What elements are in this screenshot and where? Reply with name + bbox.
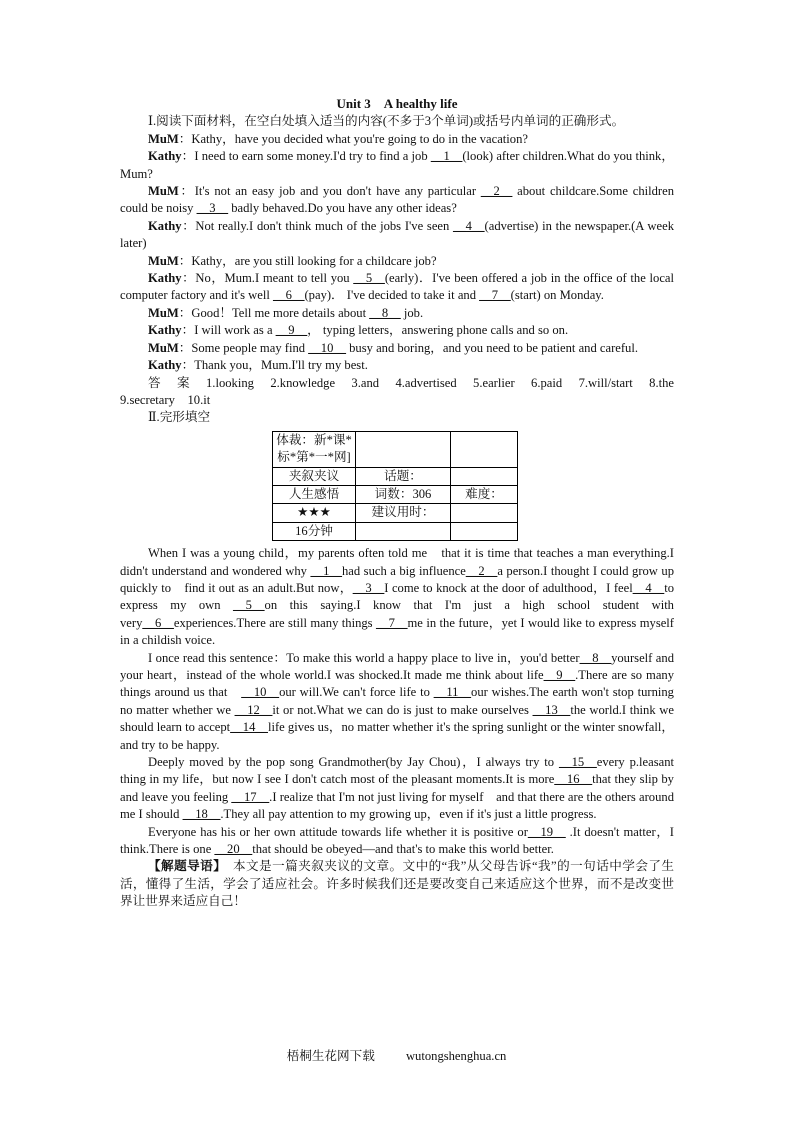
passage-paragraph [120, 650, 674, 754]
speaker-separator: ： [181, 149, 195, 164]
dialogue-text: badly behaved.Do you have any other ideas? [228, 201, 457, 216]
speaker-separator: ： [178, 131, 192, 146]
answer-blank: __5__ [353, 271, 385, 286]
speaker-separator: ： [181, 323, 195, 338]
page-footer [0, 1045, 793, 1064]
speaker-name: Kathy [148, 323, 182, 338]
table-cell [451, 522, 518, 540]
passage-text: me in the future，yet I would like to express myself in a childish voice. [120, 615, 674, 648]
passage-text: every p.leasant thing in my life，but now I see I don't catch most of the pleasant moments.It is more [120, 755, 674, 787]
passage-text: I once read this sentence：To make this world a happy place to live in，you'd better [148, 650, 580, 665]
page-title: Unit 3 A healthy life [336, 96, 458, 111]
answer-blank: __7__ [479, 288, 511, 303]
cloze-blank: __9__ [543, 668, 576, 682]
cloze-blank: __6__ [142, 615, 174, 630]
cloze-blank: __20__ [214, 842, 253, 857]
dialogue-text: I will work as a [194, 323, 276, 338]
dialogue-line [120, 322, 674, 339]
cloze-passage [120, 545, 674, 858]
table-row [273, 431, 518, 467]
table-row [273, 522, 518, 540]
dialogue-text: Good！Tell me more details about [191, 305, 370, 320]
cloze-blank: __10__ [241, 685, 280, 700]
cloze-blank: __13__ [532, 702, 571, 717]
dialogue-line [120, 183, 674, 218]
cloze-blank: __8__ [579, 650, 612, 665]
dialogue-line [120, 218, 674, 253]
passage-text: life gives us，no matter whether it's the spring sunlight or the winter snowfall，and try to be happy. [120, 720, 674, 752]
table-row [273, 467, 518, 485]
table-cell: 难度： [451, 485, 518, 503]
passage-text: When I was a young child，my parents often told me that it is time that teaches a man everything.I didn't understand and wondered why [120, 546, 674, 578]
passage-text: I come to knock at the door of adulthood，I feel [384, 580, 633, 595]
speaker-name: Kathy [148, 149, 182, 164]
passage-text: to express my own [120, 580, 674, 613]
passage-paragraph [120, 545, 674, 649]
dialogue-text: Not really.I don't think much of the jobs I've seen [195, 218, 454, 233]
table-cell: 建议用时： [356, 504, 451, 522]
speaker-name: MuM [148, 131, 179, 146]
dialogue-line [120, 131, 674, 148]
passage-text: it or not.What we can do is just to make ourselves [272, 702, 533, 717]
table-cell [451, 431, 518, 467]
table-cell: 16分钟 [273, 522, 356, 540]
cloze-blank: __16__ [554, 772, 593, 787]
answer-blank: __10__ [308, 340, 346, 355]
dialogue-text: Kathy，are you still looking for a childcare job? [191, 253, 437, 268]
answer-blank: __4__ [453, 218, 485, 233]
cloze-blank: __14__ [230, 720, 268, 735]
passage-text: a person.I thought I could grow up quickly to find it out as an adult.But now， [120, 563, 675, 595]
passage-text: .I realize that I'm not just living for myself and that there are the others around me I should [120, 789, 674, 822]
dialogue-line [120, 270, 674, 305]
dialogue-text: busy and boring，and you need to be patient and careful. [345, 340, 639, 355]
speaker-name: MuM [148, 305, 179, 320]
dialogue-text: (pay)． I've decided to take it and [304, 288, 480, 303]
speaker-separator: ： [178, 184, 195, 199]
answer-blank: __8__ [369, 305, 401, 320]
dialogue-line [120, 357, 674, 374]
speaker-name: Kathy [148, 358, 182, 373]
table-cell: 人生感悟 [273, 485, 356, 503]
guide-text: 本文是一篇夹叙夹议的文章。文中的“我”从父母告诉“我”的一句话中学会了生活，懂得了生活，学会了适应社会。许多时候我们还是要改变自己来适应这个世界，而不是改变世界让世界来适应自己！ [120, 859, 675, 909]
dialogue-text: I need to earn some money.I'd try to find a job [194, 149, 431, 164]
passage-text: .There are so many things around us that [120, 668, 674, 700]
speaker-name: Kathy [148, 218, 182, 233]
dialogue-text: (early)．I've been offered a job in the office of the local computer factory and it's well [120, 271, 675, 303]
answer-label: 答 案 [148, 375, 192, 390]
cloze-blank: __12__ [234, 702, 273, 717]
speaker-name: MuM [148, 184, 179, 199]
speaker-separator: ： [178, 340, 192, 355]
passage-text: that should be obeyed—and that's to make this world better. [252, 842, 554, 857]
dialogue-text: ， typing letters，answering phone calls and so on. [307, 323, 569, 338]
cloze-blank: __15__ [558, 755, 597, 770]
dialogue-text: about childcare.Some children could be noisy [120, 184, 674, 216]
table-row [273, 485, 518, 503]
speaker-separator: ： [181, 358, 195, 373]
cloze-blank: __2__ [465, 563, 498, 578]
answer-blank: __2__ [480, 184, 513, 199]
passage-text: experiences.There are still many things [173, 615, 377, 630]
dialogue-line [120, 340, 674, 357]
passage-text: the world.I think we should learn to accept [120, 702, 674, 735]
dialogue-text: (start) on Monday. [510, 288, 604, 303]
table-row [273, 504, 518, 522]
footer-site-url: wutongshenghua.cn [405, 1049, 507, 1063]
section2-heading: Ⅱ.完形填空 [148, 410, 211, 425]
cloze-blank: __3__ [352, 580, 385, 595]
cloze-blank: __4__ [632, 580, 665, 595]
dialogue-line [120, 253, 674, 270]
answer-blank: __3__ [196, 201, 229, 216]
table-cell: 体裁：新*课*标*第*一*网] [273, 431, 356, 467]
section1-heading: Ⅰ.阅读下面材料，在空白处填入适当的内容(不多于3个单词)或括号内单词的正确形式。 [148, 114, 625, 129]
speaker-name: MuM [148, 253, 179, 268]
passage-text: Everyone has his or her own attitude towards life whether it is positive or [148, 824, 528, 839]
passage-text: our will.We can't force life to [279, 685, 434, 700]
passage-text: Deeply moved by the pop song Grandmother(by Jay Chou)，I always try to [148, 755, 559, 770]
passage-paragraph [120, 754, 674, 824]
cloze-blank: __18__ [182, 807, 221, 822]
table-cell: 话题： [356, 467, 451, 485]
dialogue-line [120, 148, 674, 183]
table-cell: 夹叙夹议 [273, 467, 356, 485]
table-cell [356, 431, 451, 467]
passage-info-table [272, 431, 518, 541]
dialogue [120, 131, 674, 375]
cloze-blank: __11__ [433, 685, 472, 700]
passage-text: yourself and your heart，instead of the whole world.I was shocked.It made me think about life [120, 650, 674, 682]
passage-text: that they slip by and leave you feeling [120, 772, 674, 804]
speaker-separator: ： [181, 218, 196, 233]
cloze-blank: __1__ [310, 563, 342, 578]
cloze-blank: __5__ [233, 598, 265, 613]
footer-site-name: 梧桐生花网下载 [286, 1049, 375, 1063]
answer-blank: __9__ [275, 323, 308, 338]
answer-blank: __1__ [430, 149, 463, 164]
passage-text: .It doesn't matter，I think.There is one [120, 824, 674, 857]
dialogue-text: No，Mum.I meant to tell you [195, 271, 354, 286]
speaker-separator: ： [181, 271, 196, 286]
dialogue-text: Kathy，have you decided what you're going to do in the vacation? [191, 131, 528, 146]
passage-text: had such a big influence [341, 563, 466, 578]
dialogue-text: (advertise) in the newspaper.(A week later) [120, 218, 674, 251]
table-cell: 词数：306 [356, 485, 451, 503]
dialogue-text: It's not an easy job and you don't have any particular [194, 184, 481, 199]
dialogue-text: Some people may find [191, 340, 309, 355]
speaker-name: MuM [148, 340, 179, 355]
solution-guide [120, 858, 674, 910]
passage-text: on this saying.I know that I'm just a high school student with very [120, 598, 674, 630]
table-cell: ★★★ [273, 504, 356, 522]
table-cell [451, 504, 518, 522]
speaker-separator: ： [178, 253, 192, 268]
document-page [120, 95, 687, 911]
table-cell [356, 522, 451, 540]
cloze-blank: __17__ [231, 789, 270, 804]
dialogue-text: job. [400, 305, 424, 320]
answer-blank: __6__ [273, 288, 305, 303]
cloze-blank: __7__ [376, 615, 408, 630]
passage-paragraph [120, 824, 674, 859]
dialogue-text: (look) after children.What do you think，Mum? [120, 149, 674, 181]
table-cell [451, 467, 518, 485]
answer-line [120, 375, 687, 410]
dialogue-line [120, 305, 674, 322]
dialogue-text: Thank you，Mum.I'll try my best. [194, 358, 368, 373]
passage-text: our wishes.The earth won't stop turning no matter whether we [120, 685, 674, 717]
speaker-name: Kathy [148, 271, 182, 286]
answer-text: 1.looking 2.knowledge 3.and 4.advertised 5.earlier 6.paid 7.will/start 8.the 9.secretary 10.it [120, 375, 687, 407]
cloze-blank: __19__ [527, 824, 566, 839]
passage-text: .They all pay attention to my growing up，even if it's just a little progress. [220, 807, 597, 822]
speaker-separator: ： [178, 305, 192, 320]
guide-label: 【解题导语】 [148, 859, 220, 874]
